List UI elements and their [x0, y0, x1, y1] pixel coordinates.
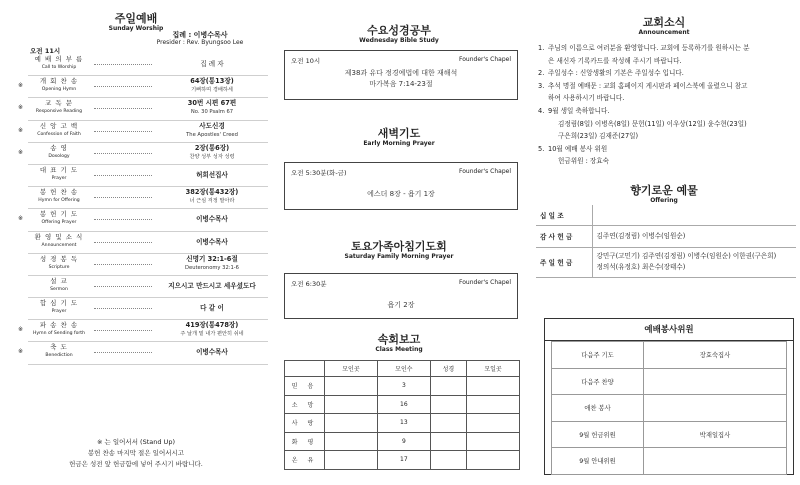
order-item-detail-group: [158, 99, 266, 116]
order-item-english: Prayer: [51, 175, 67, 181]
stand-up-mark: ※: [18, 326, 24, 334]
order-item-detail: 지으시고 만드시고 세우셨도다: [168, 281, 256, 290]
news-title: 교회소식: [642, 16, 686, 29]
order-item-name: 예 배 의 부 름: [34, 55, 84, 63]
offering-box-note: 헌금은 성전 앞 헌금함에 넣어 주시기 바랍니다.: [69, 460, 203, 468]
order-item-english: Scripture: [48, 264, 70, 270]
worship-title: 주일예배: [114, 12, 158, 25]
order-item-detail-group: [158, 77, 266, 94]
saturday-box: [284, 273, 518, 319]
order-item-detail-group: [158, 188, 266, 205]
order-item-detail-group: [158, 233, 266, 247]
order-item-english: Hymn for Offering: [38, 198, 80, 204]
committee-role: 9월 안내위원: [552, 448, 644, 475]
next-place-cell: [467, 377, 520, 396]
committee-name: 장효숙집사: [644, 342, 787, 369]
announcement-item: [538, 42, 800, 67]
offering-table: [536, 205, 796, 278]
dawn-time: 오전 5:30분(화-금): [291, 169, 347, 177]
order-row: [18, 143, 268, 165]
committee-name: 박재일집사: [644, 421, 787, 448]
stand-up-mark: ※: [18, 215, 24, 223]
offering-names: [592, 205, 796, 225]
order-item-detail: 382장(통432장): [185, 188, 239, 197]
order-item-subdetail: 주 날개 밑 내가 편안히 쉬네: [180, 331, 244, 338]
order-row: [18, 98, 268, 120]
bible-cell: [430, 432, 466, 451]
offering-name-line: 강민구(고민기) 김주연(김정림) 이병수(임원순) 이한권(구은희): [596, 252, 777, 260]
wednesday-place: Founder's Chapel: [459, 56, 511, 63]
stand-up-mark: ※: [18, 148, 24, 156]
saturday-subtitle: Saturday Family Morning Prayer: [344, 253, 454, 260]
dawn-place: Founder's Chapel: [459, 168, 511, 175]
order-item-english: Sermon: [50, 286, 68, 292]
saturday-time: 오전 6:30분: [291, 280, 327, 288]
table-header-row: [285, 361, 520, 377]
count-cell: 13: [377, 414, 430, 433]
presider-english: Presider : Rev. Byungsoo Lee: [156, 39, 244, 46]
stand-up-mark: ※: [18, 348, 24, 356]
wednesday-subtitle: Wednesday Bible Study: [359, 37, 439, 44]
order-row: [28, 232, 268, 254]
order-row: [18, 121, 268, 143]
order-item-name: 개 회 찬 송: [39, 77, 79, 86]
class-meeting-table: [284, 360, 520, 470]
announcement-line: 9월 생일 축하합니다.: [548, 106, 610, 115]
order-item-detail-group: [158, 55, 266, 69]
order-item-name: 대 표 기 도: [39, 165, 79, 174]
place-cell: [325, 377, 378, 396]
order-item-subdetail: 너 근심 걱정 말아라: [189, 198, 235, 205]
dotted-leader: [94, 264, 152, 265]
order-item-name: 성 경 봉 독: [39, 254, 79, 263]
announcement-item: [538, 105, 800, 143]
dotted-leader: [94, 219, 152, 220]
announcement-line: 구은희(23일) 김재준(27일): [558, 132, 639, 141]
table-header-cell: [285, 361, 325, 377]
wednesday-title: 수요성경공부: [367, 24, 431, 37]
announcement-number: 5.: [538, 144, 545, 153]
order-row: [28, 254, 268, 276]
order-item-detail: 허희선집사: [196, 170, 228, 179]
order-item-subdetail: Deuteronomy 32:1-6: [185, 264, 239, 271]
committee-table: [551, 341, 787, 475]
announcement-item: [538, 67, 800, 80]
order-item-detail: 이병수목사: [196, 348, 228, 357]
order-item-english: Call to Worship: [41, 65, 77, 70]
offering-subtitle: Offering: [650, 197, 678, 204]
stand-up-mark: ※: [18, 126, 24, 134]
presider-korean: 집례 : 이병수목사: [172, 31, 228, 39]
worship-time: 오전 11시: [30, 47, 61, 55]
order-item-detail-group: [158, 210, 266, 224]
order-item-detail: 이병수목사: [196, 237, 228, 246]
order-row: [28, 165, 268, 187]
committee-role: 9월 헌금위원: [552, 421, 644, 448]
dawn-box: [284, 162, 518, 210]
dawn-subtitle: Early Morning Prayer: [363, 140, 435, 147]
count-cell: 3: [377, 377, 430, 396]
order-item-subdetail: The Apostles' Creed: [186, 131, 238, 138]
order-item-detail: 419장(통478장): [185, 321, 239, 330]
next-place-cell: [467, 451, 520, 470]
offering-names: [592, 225, 796, 247]
next-place-cell: [467, 432, 520, 451]
committee-row: [552, 368, 787, 395]
dotted-leader: [94, 175, 152, 176]
committee-role: 애찬 봉사: [552, 395, 644, 422]
announcement-line: 은 새신자 기록카드를 작성해 주시기 바랍니다.: [548, 56, 682, 65]
news-subtitle: Announcement: [638, 29, 690, 36]
order-item-detail-group: [158, 122, 266, 139]
table-header-cell: 모인수: [377, 361, 430, 377]
committee-row: [552, 395, 787, 422]
committee-row: [552, 342, 787, 369]
dotted-leader: [94, 86, 152, 87]
order-item-english: Prayer: [51, 309, 67, 315]
table-row: [285, 395, 520, 414]
dotted-leader: [94, 352, 152, 353]
dawn-scripture: 에스더 8장 - 욥기 1장: [367, 190, 435, 198]
order-item-detail-group: [158, 166, 266, 180]
committee-name: [644, 395, 787, 422]
committee-name: [644, 368, 787, 395]
order-item-name: 설 교: [50, 276, 68, 285]
offering-name-line: 김주연(김정림) 이병수(임원순): [596, 231, 686, 240]
table-row: [285, 432, 520, 451]
stand-up-mark: ※: [18, 82, 24, 90]
order-item-name: 합 심 기 도: [39, 299, 79, 308]
order-item-detail-group: [158, 321, 266, 338]
order-item-detail: 2장(통6장): [194, 143, 230, 152]
table-row: [285, 451, 520, 470]
order-of-worship: [18, 54, 268, 365]
offering-label: 십 일 조: [536, 205, 592, 225]
stand-up-mark: ※: [18, 104, 24, 112]
announcement-line: 헌금위원 : 장효숙: [558, 157, 610, 166]
announcement-number: 4.: [538, 106, 545, 115]
order-row: [18, 209, 268, 231]
order-row: [28, 187, 268, 209]
order-row: [28, 298, 268, 320]
offering-row: [536, 247, 796, 277]
order-item-name: 환 영 및 소 식: [34, 232, 84, 241]
order-item-english: Confession of Faith: [37, 131, 81, 137]
count-cell: 16: [377, 395, 430, 414]
offering-row: [536, 225, 796, 247]
order-item-name: 축 도: [50, 343, 68, 352]
order-item-english: Offering Prayer: [41, 220, 77, 226]
order-item-english: Responsive Reading: [35, 109, 83, 115]
announcement-list: [538, 42, 800, 168]
dotted-leader: [94, 131, 152, 132]
offering-title: 향기로운 예물: [630, 184, 698, 197]
order-item-subdetail: No. 30 Psalm 67: [190, 109, 234, 116]
dotted-leader: [94, 308, 152, 309]
offering-row: [536, 205, 796, 225]
order-item-name: 봉 헌 기 도: [39, 210, 79, 219]
sunday-worship-section: [0, 0, 272, 485]
dotted-leader: [94, 242, 152, 243]
table-header-cell: 모인곳: [325, 361, 378, 377]
place-cell: [325, 432, 378, 451]
order-item-detail-group: [158, 299, 266, 313]
class-name-cell: 온 유: [285, 451, 325, 470]
announcement-number: 1.: [538, 44, 545, 52]
offering-name-line: 정의석(유정호) 최은수(장태수): [596, 263, 686, 271]
announcement-number: 3.: [538, 81, 545, 90]
order-item-detail: 집 례 자: [200, 60, 224, 68]
meeting-subtitle: Class Meeting: [375, 346, 423, 353]
order-row: [18, 76, 268, 98]
next-place-cell: [467, 395, 520, 414]
place-cell: [325, 414, 378, 433]
offering-label: 주 일 헌 금: [536, 247, 592, 277]
order-item-name: 파 송 찬 송: [39, 321, 79, 330]
committee-role: 다음주 찬양: [552, 368, 644, 395]
order-item-detail: 이병수목사: [196, 215, 228, 224]
committee-row: [552, 448, 787, 475]
dotted-leader: [94, 286, 152, 287]
table-row: [285, 377, 520, 396]
offering-hymn-note: 봉헌 찬송 마지막 절은 일어서시고: [87, 449, 185, 457]
stand-up-note: ※ 는 일어서서 (Stand Up): [97, 438, 175, 446]
saturday-scripture: 욥기 2장: [387, 301, 415, 309]
dotted-leader: [94, 108, 152, 109]
offering-names: [592, 247, 796, 277]
bible-cell: [430, 451, 466, 470]
order-item-detail-group: [158, 255, 266, 272]
order-item-detail: 사도신경: [199, 121, 225, 130]
committee-role: 다음주 기도: [552, 342, 644, 369]
meeting-title: 속회보고: [377, 333, 421, 346]
class-name-cell: 소 망: [285, 395, 325, 414]
wednesday-time: 오전 10시: [291, 57, 321, 65]
order-item-subdetail: 찬양 성부 성자 성령: [189, 153, 235, 160]
count-cell: 17: [377, 451, 430, 470]
dotted-leader: [94, 153, 152, 154]
dotted-leader: [94, 330, 152, 331]
order-item-english: Hymn of Sending forth: [32, 331, 86, 337]
table-row: [285, 414, 520, 433]
worship-committee-box: [544, 318, 794, 475]
order-row: [28, 54, 268, 76]
dotted-leader: [94, 197, 152, 198]
announcement-number: 2.: [538, 69, 545, 78]
order-row: [18, 320, 268, 342]
committee-name: [644, 448, 787, 475]
order-item-name: 신 앙 고 백: [39, 121, 79, 130]
dawn-title: 새벽기도: [377, 127, 421, 140]
worship-footer: [0, 437, 272, 470]
class-name-cell: 믿 음: [285, 377, 325, 396]
order-item-name: 봉 헌 찬 송: [39, 188, 79, 197]
order-item-detail: 30번 시편 67편: [187, 99, 237, 108]
order-item-english: Benediction: [45, 353, 73, 359]
bible-cell: [430, 395, 466, 414]
order-row: [28, 276, 268, 298]
bible-cell: [430, 377, 466, 396]
dotted-leader: [94, 64, 152, 65]
announcement-line: 주일성수 : 신앙생활의 기본은 주일성수 입니다.: [548, 69, 684, 78]
count-cell: 9: [377, 432, 430, 451]
place-cell: [325, 395, 378, 414]
order-row: [18, 342, 268, 364]
next-place-cell: [467, 414, 520, 433]
order-item-english: Opening Hymn: [41, 87, 77, 93]
announcement-item: [538, 80, 800, 105]
class-name-cell: 사 랑: [285, 414, 325, 433]
order-item-name: 교 독 문: [45, 99, 73, 108]
place-cell: [325, 451, 378, 470]
committee-row: [552, 421, 787, 448]
order-item-detail-group: [158, 144, 266, 161]
announcement-line: 김정림(8일) 이병옥(8일) 문헌(11일) 이우상(12일) 윤수현(23일): [558, 119, 747, 128]
bible-cell: [430, 414, 466, 433]
announcement-line: 추석 명절 예배문 : 교회 홈페이지 게시판과 페이스북에 올렸으니 참고: [548, 81, 748, 90]
class-name-cell: 화 평: [285, 432, 325, 451]
order-item-detail: 다 같 이: [200, 304, 224, 313]
saturday-title: 토요가족아침기도회: [351, 240, 447, 253]
table-header-cell: 모일곳: [467, 361, 520, 377]
announcement-line: 10월 예배 봉사 위원: [548, 144, 608, 153]
worship-subtitle: Sunday Worship: [108, 25, 164, 32]
wednesday-scripture: 마가복음 7:14-23절: [369, 80, 433, 88]
saturday-place: Founder's Chapel: [459, 279, 511, 286]
order-item-english: Announcement: [41, 242, 77, 248]
order-item-detail: 신명기 32:1-6절: [186, 254, 238, 263]
announcement-line: 하여 사용하시기 바랍니다.: [548, 94, 625, 103]
order-item-detail-group: [158, 277, 266, 291]
wednesday-box: [284, 50, 518, 100]
weekly-meetings-section: [276, 0, 522, 485]
order-item-english: Doxology: [48, 153, 70, 159]
wednesday-lesson: 제38과 유다 정경예법에 대한 재해석: [344, 69, 458, 77]
news-offering-section: [528, 0, 800, 485]
order-item-subdetail: 기뻐하며 경배하세: [191, 87, 233, 94]
table-header-cell: 성경: [430, 361, 466, 377]
order-item-detail: 64장(통13장): [190, 77, 234, 86]
order-item-name: 송 영: [50, 143, 68, 152]
announcement-line: 주님의 이름으로 여러분을 환영합니다. 교회에 등록하기를 원하시는 분: [548, 44, 750, 52]
offering-label: 감 사 헌 금: [536, 225, 592, 247]
announcement-item: [538, 143, 800, 168]
order-item-detail-group: [158, 343, 266, 357]
committee-title: 예배봉사위원: [545, 319, 793, 341]
